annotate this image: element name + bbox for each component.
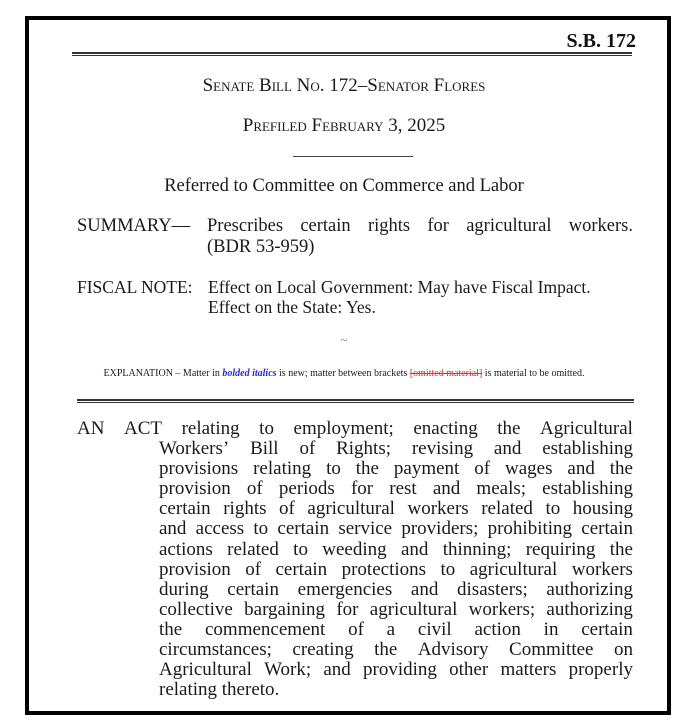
summary-section	[77, 216, 633, 258]
act-line: collective bargaining for agricultural workers; authorizing	[159, 598, 633, 620]
act-line: provision of periods for rest and meals; establishing	[159, 478, 633, 500]
fiscal-note-label: FISCAL NOTE:	[77, 277, 193, 297]
fiscal-local-government: Effect on Local Government: May have Fiscal Impact.	[208, 277, 591, 297]
fiscal-state: Effect on the State: Yes.	[208, 297, 376, 317]
explanation-suffix: is material to be omitted.	[482, 368, 585, 379]
summary-label: SUMMARY—	[77, 216, 191, 236]
act-line: AN ACT relating to employment; enacting the Agricultural	[77, 418, 633, 439]
explanation-double-rule	[77, 399, 634, 403]
summary-bdr: (BDR 53-959)	[207, 237, 315, 257]
act-line: circumstances; creating the Advisory Committee on	[159, 639, 633, 661]
act-line: provision of certain protections to agricultural workers	[159, 558, 633, 580]
act-preamble	[77, 419, 633, 700]
explanation-omitted-example: [omitted material]	[409, 368, 483, 379]
act-line: during certain emergencies and disasters; authorizing	[159, 578, 633, 600]
act-line: actions related to weeding and thinning; requiring the	[159, 538, 633, 560]
act-line: Agricultural Work; and providing other matters properly	[159, 659, 633, 681]
bill-number-tag: S.B. 172	[566, 30, 636, 52]
header-double-rule	[72, 52, 632, 56]
fiscal-note-section	[77, 277, 633, 317]
bill-title: Senate Bill No. 172–Senator Flores	[202, 75, 486, 96]
act-line: provisions relating to the payment of wages and the	[159, 458, 633, 480]
act-line: and access to certain service providers; prohibiting certain	[159, 518, 633, 540]
explanation-new-example: bolded italics	[222, 368, 277, 379]
explanation-prefix: EXPLANATION – Matter in	[103, 368, 223, 379]
prefiled-date: Prefiled February 3, 2025	[242, 115, 446, 136]
act-line: the commencement of a civil action in certain	[159, 618, 633, 640]
short-divider	[293, 156, 413, 157]
tilde-separator: ~	[340, 333, 348, 347]
act-line: Workers’ Bill of Rights; revising and establishing	[159, 438, 633, 460]
committee-referral: Referred to Committee on Commerce and Labor	[164, 176, 524, 196]
act-line: certain rights of agricultural workers related to housing	[159, 498, 633, 520]
explanation-middle: is new; matter between brackets	[276, 368, 410, 379]
act-line: relating thereto.	[159, 679, 280, 701]
explanation-note	[0, 368, 688, 379]
summary-text: Prescribes certain rights for agricultural workers.	[207, 216, 633, 236]
